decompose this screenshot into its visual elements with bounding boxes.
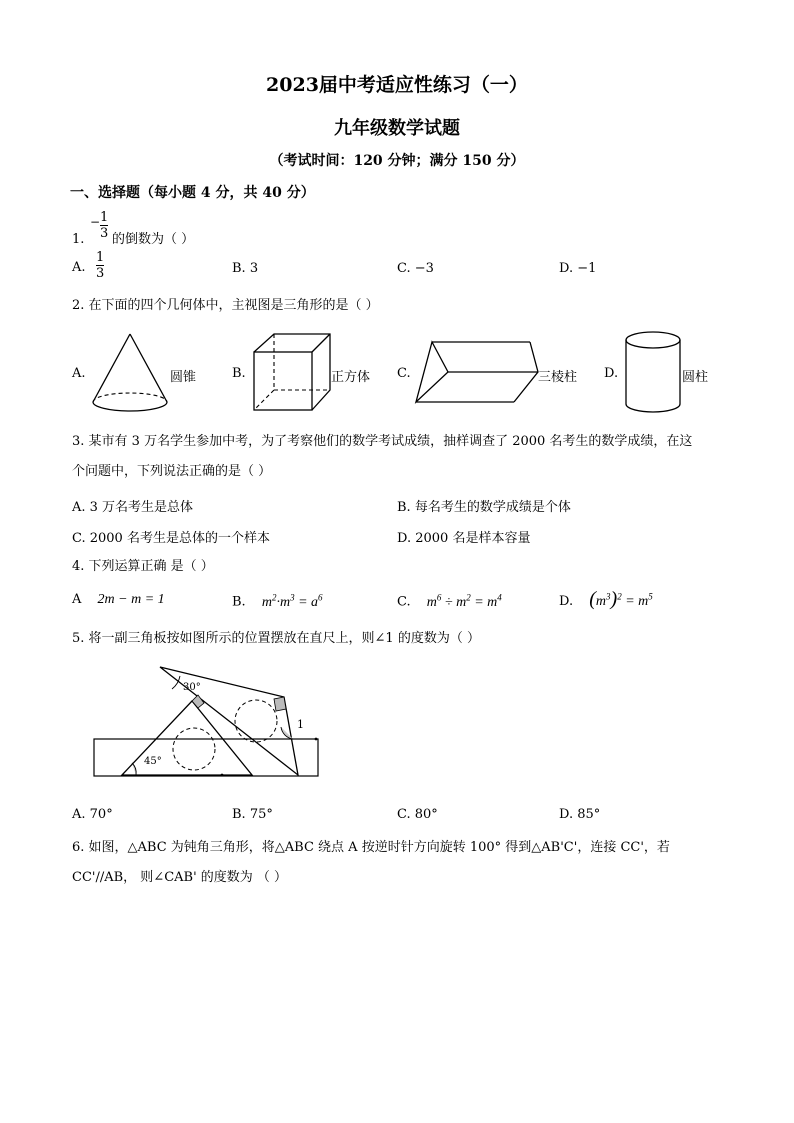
exam-subtitle: 九年级数学试题 xyxy=(334,118,460,139)
q1-fraction xyxy=(100,210,108,241)
q1-frac-den: 3 xyxy=(100,226,109,241)
question-6-line-1: 6. 如图，△ABC 为钝角三角形，将△ABC 绕点 A 按逆时针方向旋转 100° 得到△AB'C'，连接 CC'，若 xyxy=(72,840,670,855)
q1-option-a-den: 3 xyxy=(96,266,105,281)
q4-option-b-label: B. xyxy=(232,594,246,610)
question-3-line-2: 个问题中，下列说法正确的是（ ） xyxy=(72,464,272,479)
section-heading: 一、选择题（每小题 4 分，共 40 分） xyxy=(70,185,315,201)
cube-figure xyxy=(252,332,334,414)
q4-option-a-expr: 2m − m = 1 xyxy=(97,592,165,607)
q2-option-d-label: D. xyxy=(604,366,619,381)
q4-option-d-label: D. xyxy=(559,594,574,609)
q1-number: 1. xyxy=(72,232,85,247)
q3-option-d: D. 2000 名是样本容量 xyxy=(397,531,531,546)
question-6-line-2: CC'//AB， 则∠CAB' 的度数为 （ ） xyxy=(72,870,288,885)
q3-option-a: A. 3 万名考生是总体 xyxy=(72,500,194,515)
q4-option-c-expr: $m^6 \div m^2 = m^4$ xyxy=(426,592,502,610)
triangular-prism-figure xyxy=(414,340,540,406)
exam-info: （考试时间：120 分钟；满分 150 分） xyxy=(269,153,525,169)
q3-option-c: C. 2000 名考生是总体的一个样本 xyxy=(72,531,270,546)
q1-frac-num: 1 xyxy=(100,210,109,225)
question-2: 2. 在下面的四个几何体中，主视图是三角形的是（ ） xyxy=(72,298,379,313)
cone-figure xyxy=(88,332,172,412)
q5-option-b: B. 75° xyxy=(232,807,273,822)
q1-option-b: B. 3 xyxy=(232,261,259,276)
q4-option-b-expr: $m^2\cdot m^3 = a^6$ xyxy=(261,592,323,610)
q1-option-a-fraction xyxy=(96,250,104,281)
angle-30-label: 30° xyxy=(183,682,201,693)
q2-option-a-name: 圆锥 xyxy=(170,370,197,385)
q4-option-c xyxy=(397,592,502,611)
q2-option-b-label: B. xyxy=(232,366,246,381)
question-5: 5. 将一副三角板按如图所示的位置摆放在直尺上，则∠1 的度数为（ ） xyxy=(72,631,480,646)
q2-option-c-label: C. xyxy=(397,366,411,381)
q1-neg-sign: − xyxy=(90,215,101,229)
q3-option-b: B. 每名考生的数学成绩是个体 xyxy=(397,500,571,515)
q1-option-a-num: 1 xyxy=(96,250,105,265)
q2-option-c-name: 三棱柱 xyxy=(538,370,578,385)
q1-stem: 的倒数为（ ） xyxy=(112,232,195,247)
q4-option-a-label: A xyxy=(72,592,82,607)
q1-option-d: D. −1 xyxy=(559,261,597,276)
question-3-line-1: 3. 某市有 3 万名学生参加中考，为了考察他们的数学考试成绩，抽样调查了 2000 名考生的数学成绩，在这 xyxy=(72,434,693,449)
cylinder-figure xyxy=(624,330,682,414)
set-square-ruler-figure xyxy=(92,665,322,780)
q5-option-d: D. 85° xyxy=(559,807,601,822)
angle-1-label: 1 xyxy=(297,718,304,731)
q4-option-d xyxy=(559,588,653,611)
q4-option-a xyxy=(72,592,165,608)
exam-title: 2023届中考适应性练习（一） xyxy=(266,74,528,96)
q1-option-a-label: A. xyxy=(72,260,86,275)
q2-option-d-name: 圆柱 xyxy=(682,370,709,385)
q2-option-b-name: 正方体 xyxy=(331,370,371,385)
q1-option-c: C. −3 xyxy=(397,261,434,276)
q4-option-c-label: C. xyxy=(397,594,411,610)
q4-option-b xyxy=(232,592,323,611)
q2-option-a-label: A. xyxy=(72,366,86,381)
question-4: 4. 下列运算正确 是（ ） xyxy=(72,559,214,574)
q4-option-d-expr: $(m^3)^2 = m^5$ xyxy=(589,588,653,610)
q5-option-c: C. 80° xyxy=(397,807,438,822)
angle-45-label: 45° xyxy=(144,756,162,767)
q5-option-a: A. 70° xyxy=(72,807,113,822)
